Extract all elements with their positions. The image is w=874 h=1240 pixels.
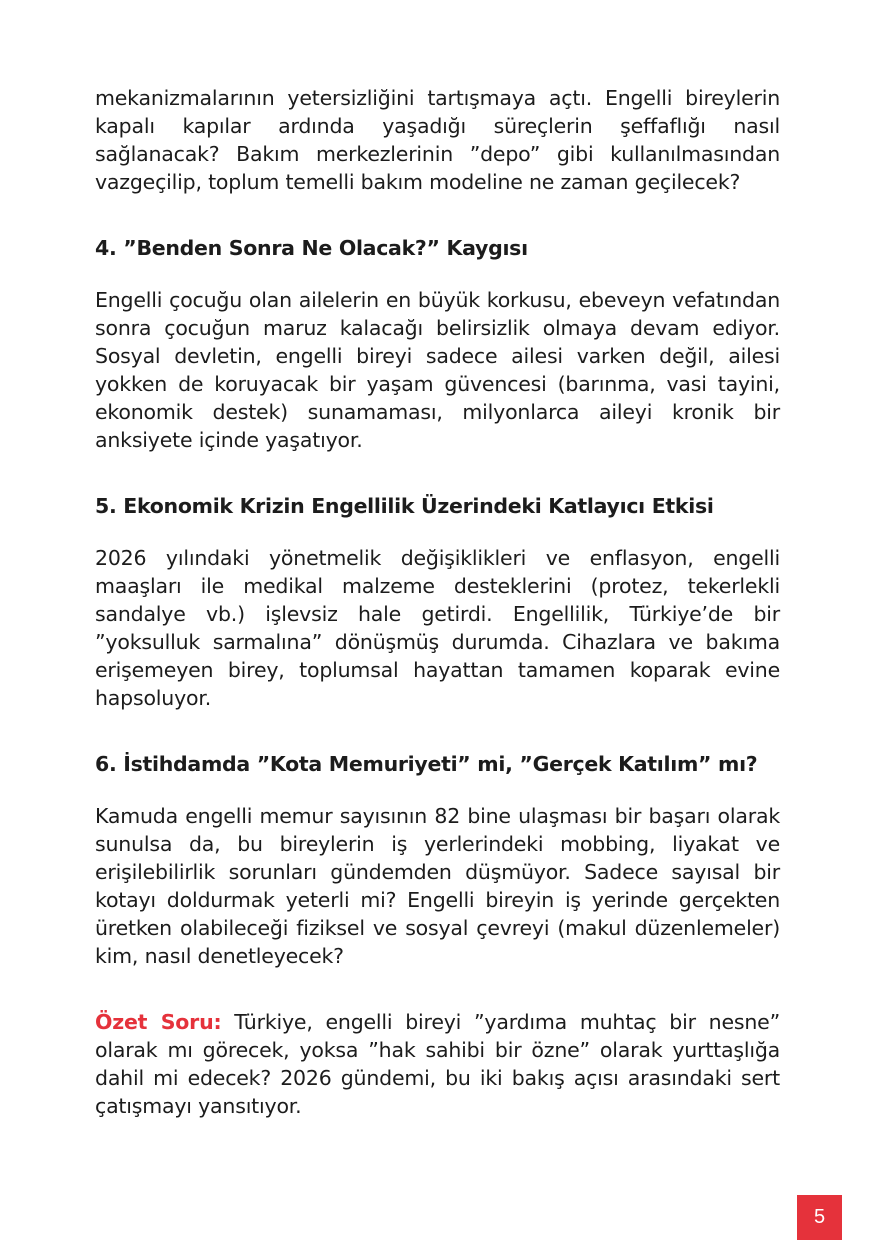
section-4-body: Engelli çocuğu olan ailelerin en büyük korkusu, ebeveyn vefatından sonra çocuğun maruz kalacağı belirsizlik olmaya devam ediyor. Sosyal devletin, engelli bireyi sadece ailesi varken değil, ailesi yokken de koruyacak bir yaşam güvencesi (barınma, vasi tayini, ekonomik destek) sunamaması, milyonlarca aileyi kronik bir anksiyete içinde yaşatıyor. xyxy=(95,288,780,452)
section-6-body: Kamuda engelli memur sayısının 82 bine ulaşması bir başarı olarak sunulsa da, bu bireylerin iş yerlerindeki mobbing, liyakat ve erişilebilirlik sorunları gündemden düşmüyor. Sadece sayısal bir kotayı doldurmak yeterli mi? Engelli bireyin iş yerinde gerçekten üretken olabileceği fiziksel ve sosyal çevreyi (makul düzenlemeler) kim, nasıl denetleyecek? xyxy=(95,804,780,968)
summary-label: Özet Soru: xyxy=(95,1010,222,1034)
page-body xyxy=(95,84,780,1120)
section-6-heading: 6. İstihdamda ”Kota Memuriyeti” mi, ”Gerçek Katılım” mı? xyxy=(95,752,758,776)
page-number-badge: 5 xyxy=(797,1195,842,1240)
section-5-heading: 5. Ekonomik Krizin Engellilik Üzerindeki Katlayıcı Etkisi xyxy=(95,494,714,518)
section-4-heading: 4. ”Benden Sonra Ne Olacak?” Kaygısı xyxy=(95,236,528,260)
section-5-body: 2026 yılındaki yönetmelik değişiklikleri ve enflasyon, engelli maaşları ile medikal malzeme desteklerini (protez, tekerlekli sandalye vb.) işlevsiz hale getirdi. Engellilik, Türkiye’de bir ”yoksulluk sarmalına” dönüşmüş durumda. Cihazlara ve bakıma erişemeyen birey, toplumsal hayattan tamamen koparak evine hapsoluyor. xyxy=(95,546,780,710)
summary-text: Türkiye, engelli bireyi ”yardıma muhtaç bir nesne” olarak mı görecek, yoksa ”hak sahibi bir özne” olarak yurttaşlığa dahil mi edecek? 2026 gündemi, bu iki bakış açısı arasındaki sert çatışmayı yansıtıyor. xyxy=(95,1010,780,1118)
summary-paragraph xyxy=(95,1008,780,1120)
intro-paragraph: mekanizmalarının yetersizliğini tartışmaya açtı. Engelli bireylerin kapalı kapılar ardında yaşadığı süreçlerin şeffaflığı nasıl sağlanacak? Bakım merkezlerinin ”depo” gibi kullanılmasından vazgeçilip, toplum temelli bakım modeline ne zaman geçilecek? xyxy=(95,86,780,194)
